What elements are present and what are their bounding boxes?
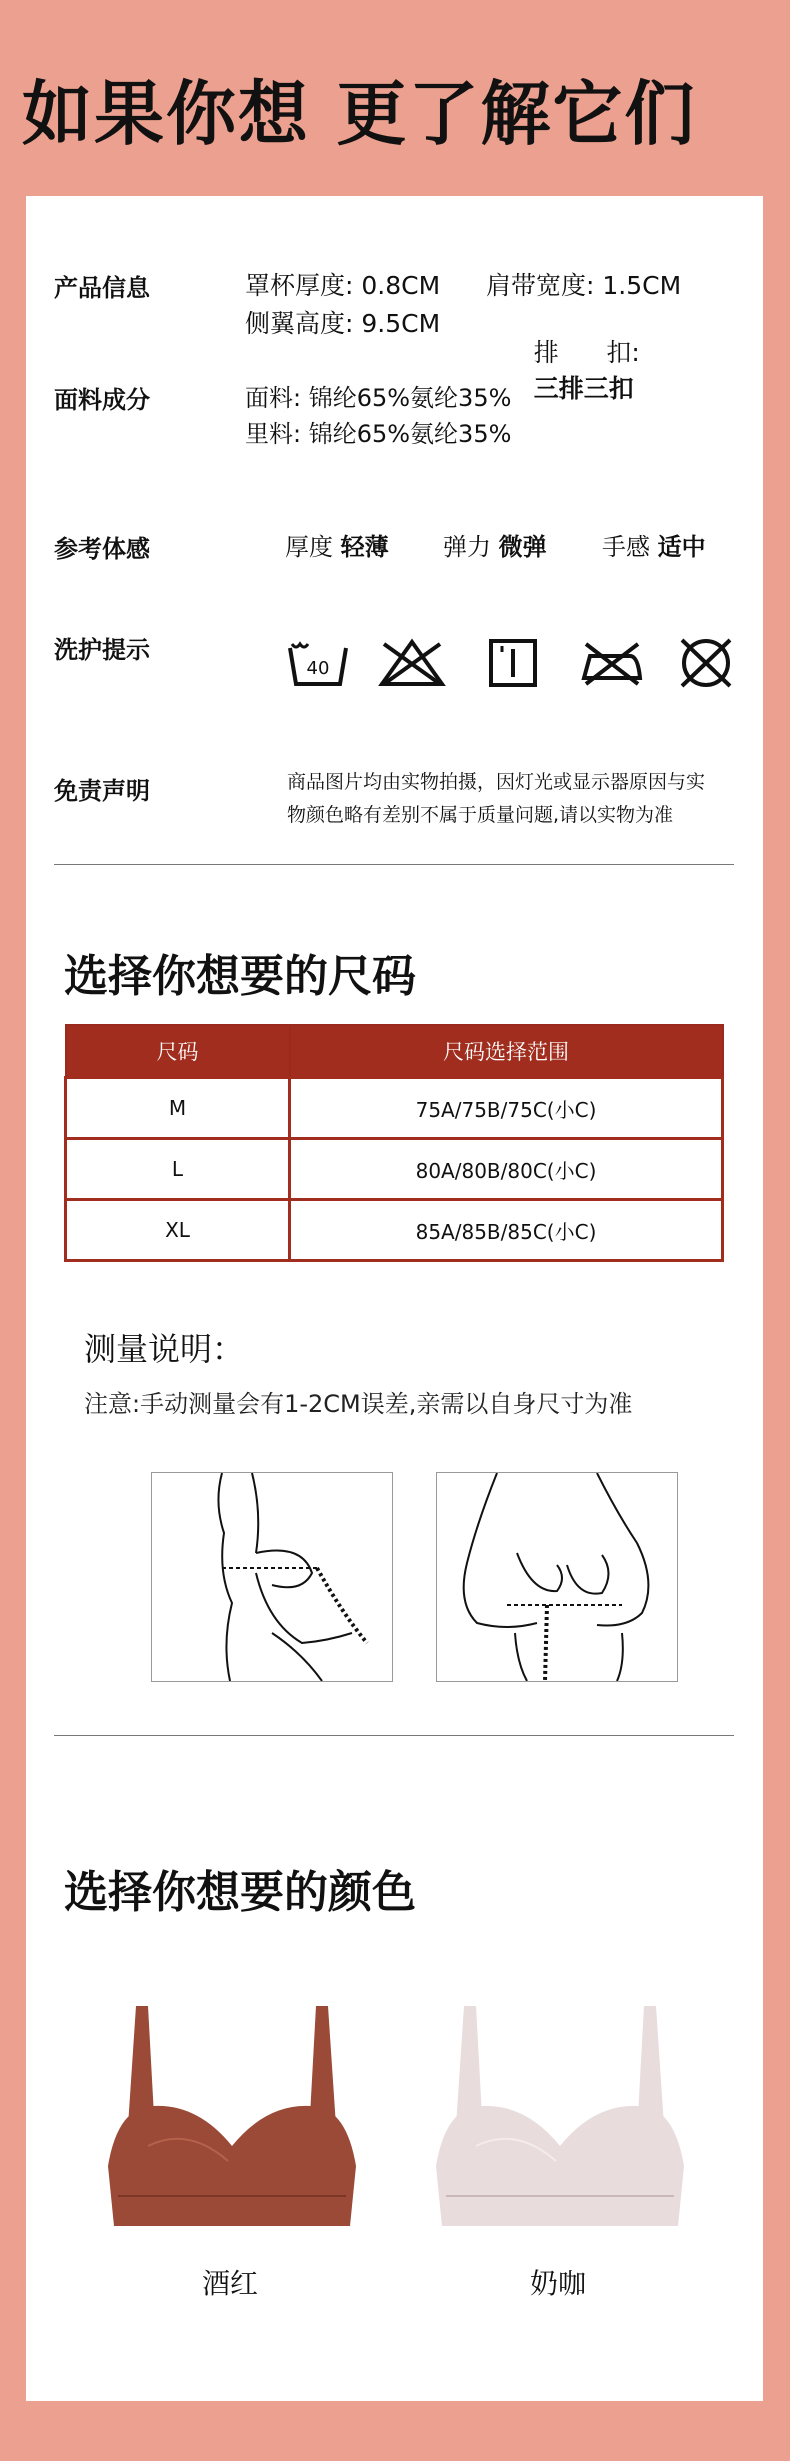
disclaimer-text	[287, 766, 705, 832]
divider	[54, 864, 734, 865]
hook-label: 排 扣:	[533, 338, 640, 367]
page-title: 如果你想 更了解它们	[22, 73, 697, 155]
color-label-wine-red: 酒红	[202, 2267, 259, 2300]
range-header-cell: 尺码选择范围	[290, 1025, 723, 1078]
color-swatch-wine-red[interactable]	[88, 1996, 376, 2228]
content-card	[26, 196, 763, 2401]
bust-measure-illustration	[151, 1472, 393, 1682]
disclaimer-line-2: 物颜色略有差别不属于质量问题,请以实物为准	[287, 804, 674, 826]
side-height-label: 侧翼高度:	[245, 309, 354, 338]
size-table	[64, 1024, 724, 1262]
strap-width-value: 1.5CM	[602, 271, 682, 300]
color-label-milk-coffee: 奶咖	[530, 2267, 587, 2300]
hook-value: 三排三扣	[533, 374, 634, 403]
feel-thickness-value: 轻薄	[340, 533, 389, 561]
underbust-measure-illustration	[436, 1472, 678, 1682]
color-section-title: 选择你想要的颜色	[64, 1867, 416, 1918]
size-section-title: 选择你想要的尺码	[64, 951, 416, 1002]
strap-width	[486, 266, 681, 302]
feel-elasticity	[443, 527, 547, 562]
range-cell: 85A/85B/85C(小C)	[290, 1200, 723, 1261]
fabric-outer: 面料: 锦纶65%氨纶35%	[245, 384, 512, 412]
cup-thickness-value: 0.8CM	[361, 271, 441, 300]
feel-thickness	[285, 527, 389, 562]
disclaimer-line-1: 商品图片均由实物拍摄，因灯光或显示器原因与实	[287, 771, 706, 793]
underbust-measure-figure	[437, 1473, 677, 1681]
size-cell: L	[66, 1139, 290, 1200]
product-info-label: 产品信息	[54, 274, 150, 302]
fabric-lining: 里料: 锦纶65%氨纶35%	[245, 420, 512, 448]
wash-temp-text: 40	[306, 658, 330, 679]
size-cell: M	[66, 1078, 290, 1139]
range-cell: 80A/80B/80C(小C)	[290, 1139, 723, 1200]
color-swatch-milk-coffee[interactable]	[416, 1996, 704, 2228]
no-bleach-icon	[378, 638, 446, 688]
feel-thickness-label: 厚度	[285, 533, 333, 561]
size-header-cell: 尺码	[66, 1025, 290, 1078]
size-table-header-row	[66, 1025, 723, 1078]
tumble-line-dry-icon	[488, 638, 538, 688]
fabric-label: 面料成分	[54, 386, 150, 414]
disclaimer-label: 免责声明	[54, 777, 150, 805]
table-row	[66, 1078, 723, 1139]
table-row	[66, 1139, 723, 1200]
wash-wave-icon	[292, 644, 308, 647]
no-dry-clean-icon	[678, 636, 734, 690]
divider	[54, 1735, 734, 1736]
care-label: 洗护提示	[54, 636, 150, 664]
feel-touch	[602, 527, 706, 562]
measure-note: 注意:手动测量会有1-2CM误差,亲需以自身尺寸为准	[84, 1390, 633, 1418]
cup-thickness	[245, 266, 440, 302]
feel-touch-value: 适中	[657, 533, 706, 561]
feel-label: 参考体感	[54, 535, 150, 563]
feel-elasticity-label: 弹力	[443, 533, 491, 561]
side-height	[245, 304, 440, 340]
cup-thickness-label: 罩杯厚度:	[245, 271, 354, 300]
bust-measure-figure	[152, 1473, 392, 1681]
wash-40-icon	[288, 636, 348, 690]
strap-width-label: 肩带宽度:	[486, 271, 595, 300]
no-iron-icon	[580, 638, 644, 688]
measure-title: 测量说明：	[84, 1330, 245, 1368]
table-row	[66, 1200, 723, 1261]
range-cell: 75A/75B/75C(小C)	[290, 1078, 723, 1139]
feel-elasticity-value: 微弹	[498, 533, 547, 561]
size-cell: XL	[66, 1200, 290, 1261]
feel-touch-label: 手感	[602, 533, 650, 561]
side-height-value: 9.5CM	[361, 309, 441, 338]
